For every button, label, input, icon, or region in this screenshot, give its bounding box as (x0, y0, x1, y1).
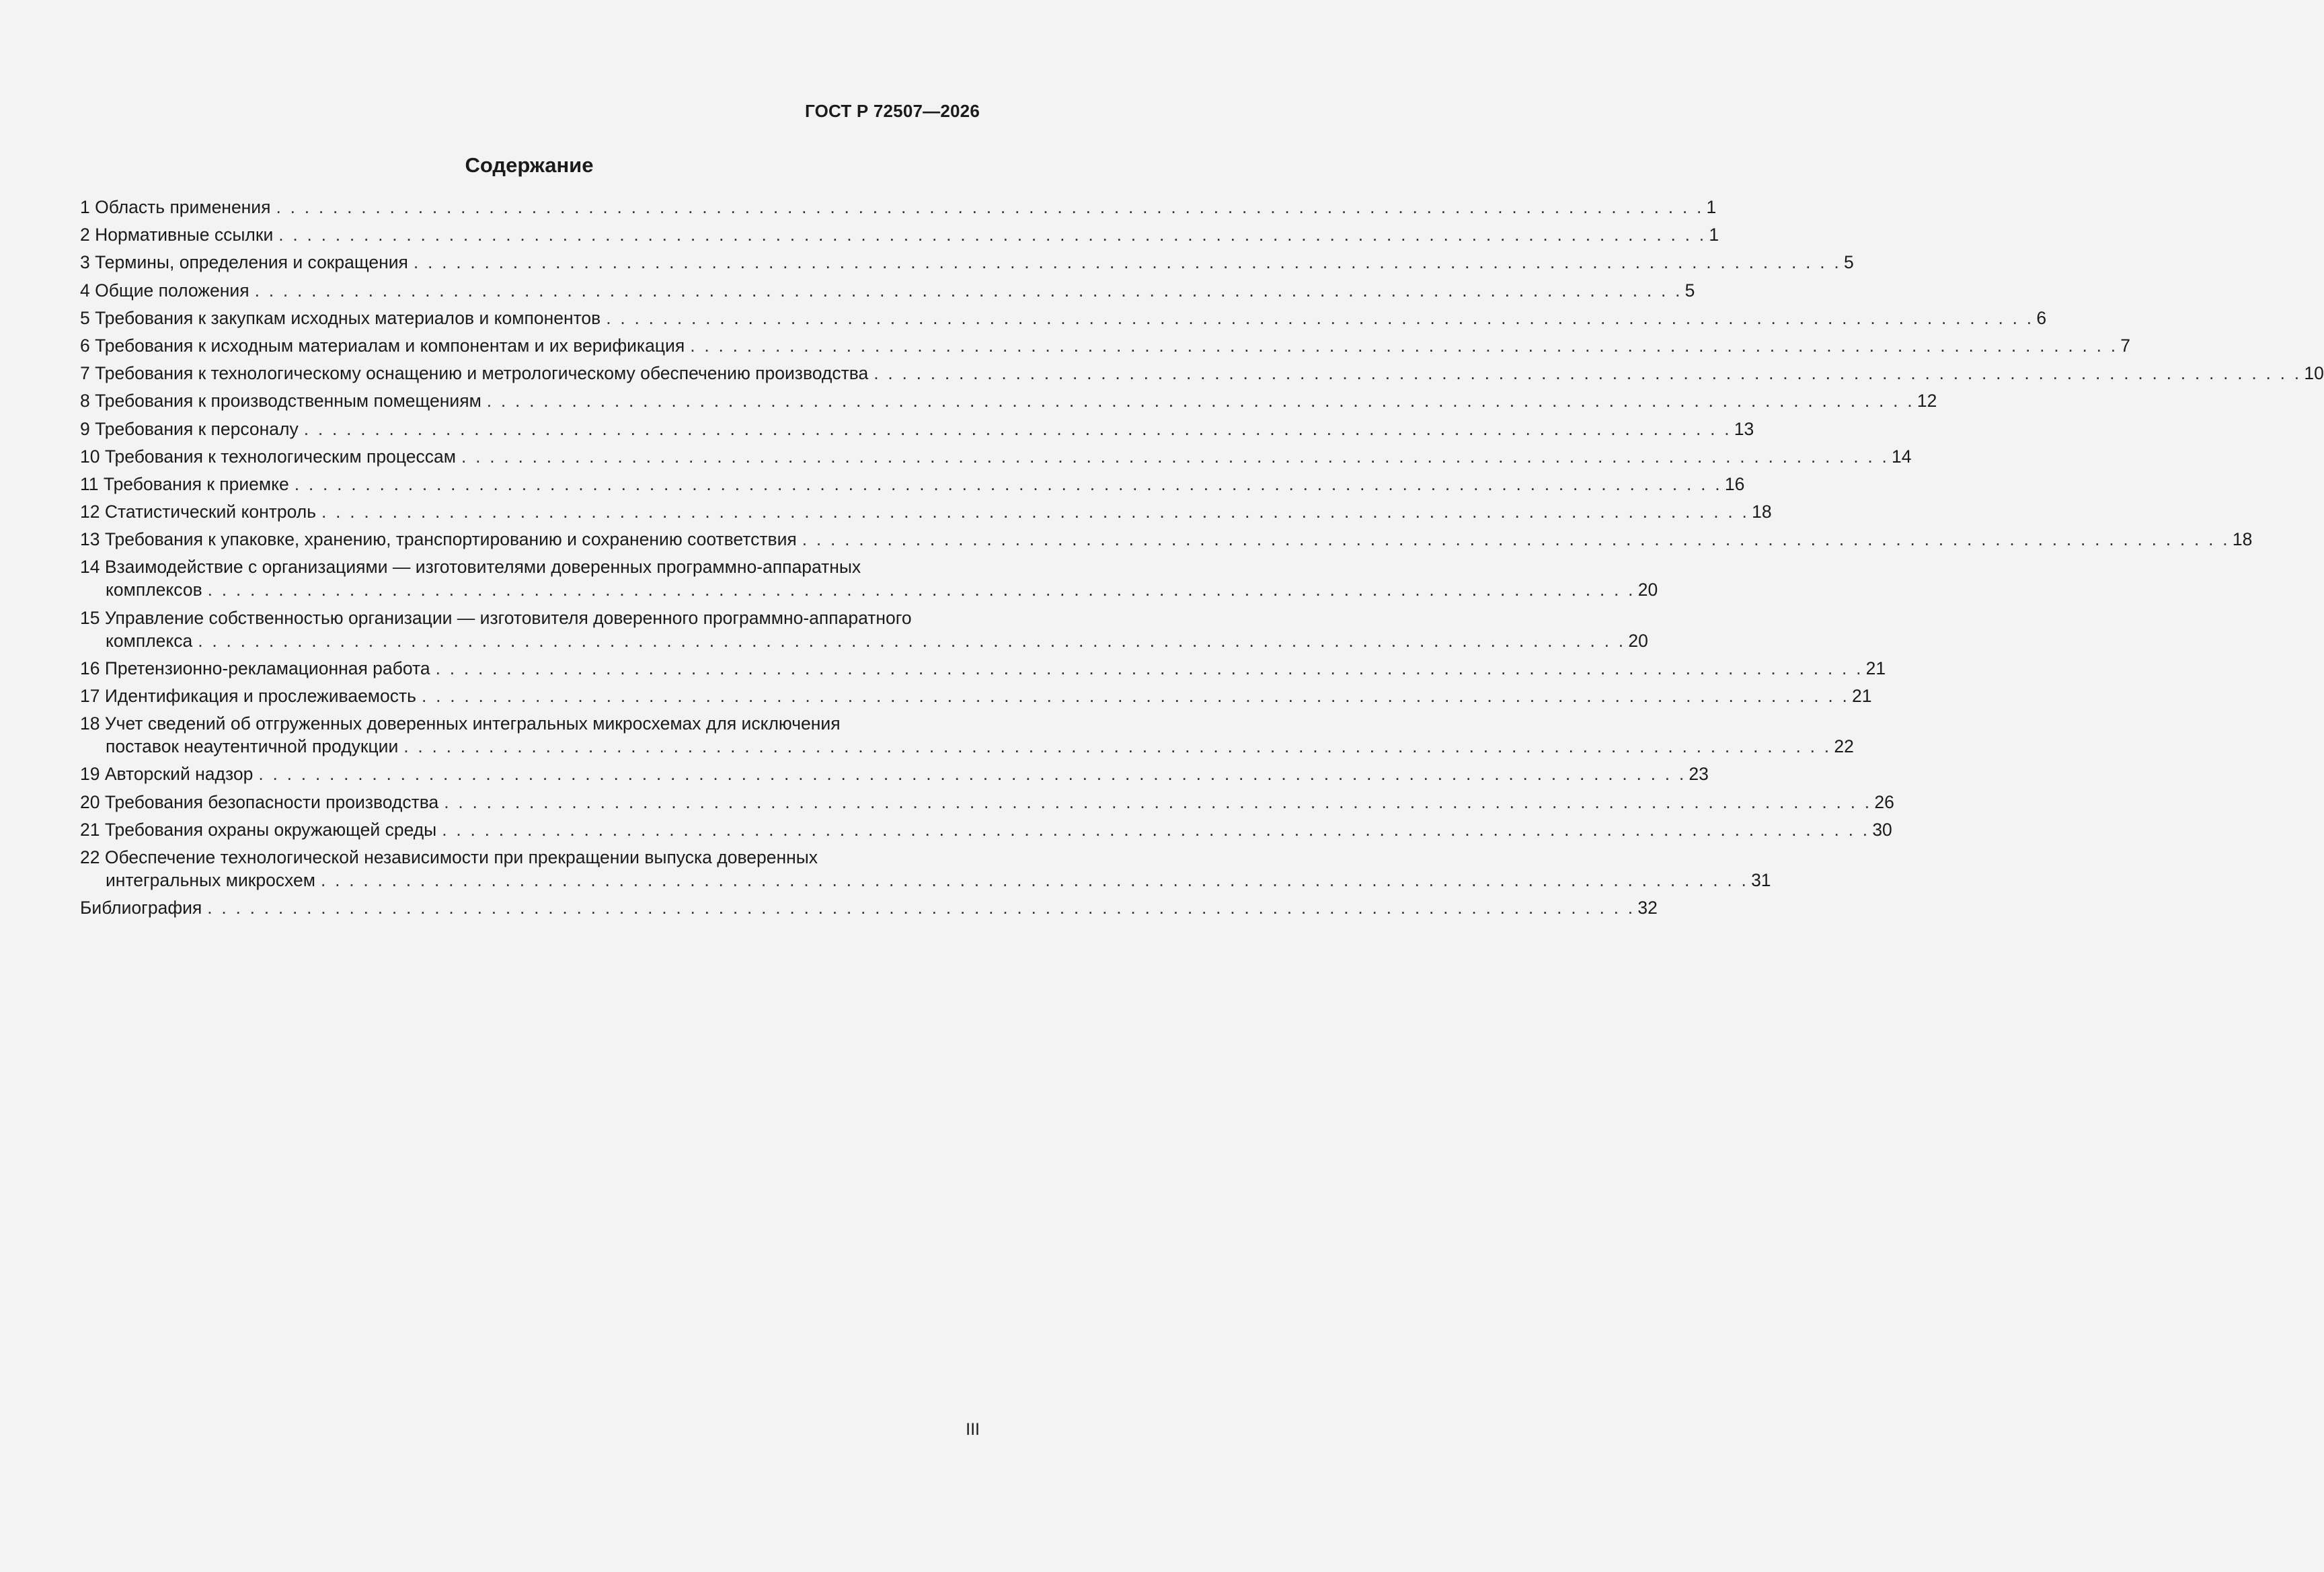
toc-entry-page: 18 (2232, 529, 2253, 550)
dot-leader: . . . . . . . . . . . . . . . . . . . . . . . . . . . . . . . . . . . . . . . . . . . . . . . . . . . . . . . . . . . . . . . . . . . . . . . . . . . . . . . . . . . . . . . . . . . . . . . . . . . . . (802, 529, 2230, 550)
toc-entry-page: 31 (1751, 869, 1771, 890)
toc-entry-title: 1 Область применения (80, 197, 271, 217)
toc-entry-title: 8 Требования к производственным помещениям (80, 391, 481, 411)
toc-entry[interactable] (80, 251, 1854, 274)
toc-entry[interactable] (80, 418, 1754, 440)
toc-entry[interactable] (80, 606, 1648, 652)
dot-leader: . . . . . . . . . . . . . . . . . . . . . . . . . . . . . . . . . . . . . . . . . . . . . . . . . . . . . . . . . . . . . . . . . . . . . . . . . . . . . . . . . . . . . . . . . . . . . . . . . . . . . (321, 502, 1750, 522)
toc-entry[interactable] (80, 279, 1695, 302)
toc-entry-page: 7 (2120, 335, 2131, 356)
dot-leader: . . . . . . . . . . . . . . . . . . . . . . . . . . . . . . . . . . . . . . . . . . . . . . . . . . . . . . . . . . . . . . . . . . . . . . . . . . . . . . . . . . . . . . . . . . . . . . . . . . . . . (276, 197, 1704, 217)
dot-leader: . . . . . . . . . . . . . . . . . . . . . . . . . . . . . . . . . . . . . . . . . . . . . . . . . . . . . . . . . . . . . . . . . . . . . . . . . . . . . . . . . . . . . . . . . . . . . . . . . . . . . (303, 418, 1732, 439)
dot-leader: . . . . . . . . . . . . . . . . . . . . . . . . . . . . . . . . . . . . . . . . . . . . . . . . . . . . . . . . . . . . . . . . . . . . . . . . . . . . . . . . . . . . . . . . . . . . . . . . . . . . . (486, 391, 1914, 411)
toc-entry[interactable] (80, 657, 1886, 680)
toc-entry-title: интегральных микросхем (106, 869, 315, 890)
toc-entry-title: 5 Требования к закупкам исходных материалов и компонентов (80, 307, 601, 328)
toc-entry-title: комплекса (106, 630, 193, 651)
page-number: III (966, 1420, 980, 1439)
toc-entry[interactable] (80, 791, 1894, 814)
dot-leader: . . . . . . . . . . . . . . . . . . . . . . . . . . . . . . . . . . . . . . . . . . . . . . . . . . . . . . . . . . . . . . . . . . . . . . . . . . . . . . . . . . . . . . . . . . . . . . . . . . . . . (207, 580, 1635, 600)
toc-entry-page: 21 (1852, 686, 1872, 706)
toc-entry[interactable] (80, 500, 1772, 523)
toc-entry-title: 12 Статистический контроль (80, 502, 317, 522)
toc-entry[interactable] (80, 818, 1892, 841)
toc-entry-page: 16 (1724, 473, 1745, 494)
toc-entry-title: комплексов (106, 580, 202, 600)
dot-leader: . . . . . . . . . . . . . . . . . . . . . . . . . . . . . . . . . . . . . . . . . . . . . . . . . . . . . . . . . . . . . . . . . . . . . . . . . . . . . . . . . . . . . . . . . . . . . . . . . . . . . (254, 280, 1682, 301)
dot-leader: . . . . . . . . . . . . . . . . . . . . . . . . . . . . . . . . . . . . . . . . . . . . . . . . . . . . . . . . . . . . . . . . . . . . . . . . . . . . . . . . . . . . . . . . . . . . . . . . . . . . . (320, 869, 1749, 890)
dot-leader: . . . . . . . . . . . . . . . . . . . . . . . . . . . . . . . . . . . . . . . . . . . . . . . . . . . . . . . . . . . . . . . . . . . . . . . . . . . . . . . . . . . . . . . . . . . . . . . . . . . . . (690, 335, 2118, 356)
toc-entry-title: 13 Требования к упаковке, хранению, транспортированию и сохранению соответствия (80, 529, 797, 550)
toc-entry[interactable] (80, 896, 1658, 919)
dot-leader: . . . . . . . . . . . . . . . . . . . . . . . . . . . . . . . . . . . . . . . . . . . . . . . . . . . . . . . . . . . . . . . . . . . . . . . . . . . . . . . . . . . . . . . . . . . . . . . . . . . . . (278, 225, 1707, 245)
toc-entry[interactable] (80, 684, 1872, 707)
dot-leader: . . . . . . . . . . . . . . . . . . . . . . . . . . . . . . . . . . . . . . . . . . . . . . . . . . . . . . . . . . . . . . . . . . . . . . . . . . . . . . . . . . . . . . . . . . . . . . . . . . . . . (421, 686, 1850, 706)
dot-leader: . . . . . . . . . . . . . . . . . . . . . . . . . . . . . . . . . . . . . . . . . . . . . . . . . . . . . . . . . . . . . . . . . . . . . . . . . . . . . . . . . . . . . . . . . . . . . . . . . . . . . (403, 736, 1832, 757)
toc-entry[interactable] (80, 846, 1771, 892)
dot-leader: . . . . . . . . . . . . . . . . . . . . . . . . . . . . . . . . . . . . . . . . . . . . . . . . . . . . . . . . . . . . . . . . . . . . . . . . . . . . . . . . . . . . . . . . . . . . . . . . . . . . . (198, 630, 1626, 651)
toc-entry-page: 23 (1689, 764, 1709, 785)
toc-entry-title: Библиография (80, 898, 202, 918)
toc-entry-page: 18 (1752, 502, 1772, 522)
toc-entry[interactable] (80, 762, 1709, 785)
toc-entry[interactable] (80, 389, 1937, 412)
toc-entry[interactable] (80, 334, 2131, 357)
toc-entry-page: 20 (1637, 580, 1658, 600)
toc-entry[interactable] (80, 555, 1658, 601)
toc-entry-title: 20 Требования безопасности производства (80, 791, 439, 812)
toc-entry-title: 11 Требования к приемке (80, 473, 289, 494)
toc-entry-page: 5 (1844, 252, 1854, 273)
toc-entry-page: 21 (1865, 658, 1886, 678)
toc-entry-page: 30 (1872, 819, 1892, 840)
dot-leader: . . . . . . . . . . . . . . . . . . . . . . . . . . . . . . . . . . . . . . . . . . . . . . . . . . . . . . . . . . . . . . . . . . . . . . . . . . . . . . . . . . . . . . . . . . . . . . . . . . . . . (444, 791, 1872, 812)
toc-title: Содержание (465, 153, 594, 177)
toc-entry-page: 14 (1892, 446, 1912, 467)
toc-entry-title: 18 Учет сведений об отгруженных доверенных интегральных микросхемах для исключения (80, 713, 841, 734)
toc-entry-title: 14 Взаимодействие с организациями — изготовителями доверенных программно-аппаратных (80, 557, 861, 578)
toc-entry-page: 1 (1709, 225, 1719, 245)
toc-entry-title: 22 Обеспечение технологической независимости при прекращении выпуска доверенных (80, 847, 818, 867)
toc-entry-title: 16 Претензионно-рекламационная работа (80, 658, 430, 678)
toc-entry-page: 26 (1874, 791, 1894, 812)
dot-leader: . . . . . . . . . . . . . . . . . . . . . . . . . . . . . . . . . . . . . . . . . . . . . . . . . . . . . . . . . . . . . . . . . . . . . . . . . . . . . . . . . . . . . . . . . . . . . . . . . . . . . (258, 764, 1687, 785)
table-of-contents (80, 196, 2324, 924)
toc-entry[interactable] (80, 528, 2253, 551)
toc-entry-title: поставок неаутентичной продукции (106, 736, 399, 757)
toc-entry[interactable] (80, 712, 1854, 758)
toc-entry-page: 13 (1734, 418, 1754, 439)
toc-entry-title: 17 Идентификация и прослеживаемость (80, 686, 416, 706)
dot-leader: . . . . . . . . . . . . . . . . . . . . . . . . . . . . . . . . . . . . . . . . . . . . . . . . . . . . . . . . . . . . . . . . . . . . . . . . . . . . . . . . . . . . . . . . . . . . . . . . . . . . . (606, 307, 2034, 328)
toc-entry-page: 20 (1628, 630, 1648, 651)
dot-leader: . . . . . . . . . . . . . . . . . . . . . . . . . . . . . . . . . . . . . . . . . . . . . . . . . . . . . . . . . . . . . . . . . . . . . . . . . . . . . . . . . . . . . . . . . . . . . . . . . . . . . (435, 658, 1863, 678)
toc-entry[interactable] (80, 307, 2047, 329)
toc-entry[interactable] (80, 473, 1745, 496)
toc-entry-title: 15 Управление собственностью организации — изготовителя доверенного программно-аппаратного (80, 607, 912, 628)
dot-leader: . . . . . . . . . . . . . . . . . . . . . . . . . . . . . . . . . . . . . . . . . . . . . . . . . . . . . . . . . . . . . . . . . . . . . . . . . . . . . . . . . . . . . . . . . . . . . . . . . . . . . (413, 252, 1841, 273)
toc-entry-title: 9 Требования к персоналу (80, 418, 299, 439)
toc-entry-title: 19 Авторский надзор (80, 764, 254, 785)
dot-leader: . . . . . . . . . . . . . . . . . . . . . . . . . . . . . . . . . . . . . . . . . . . . . . . . . . . . . . . . . . . . . . . . . . . . . . . . . . . . . . . . . . . . . . . . . . . . . . . . . . . . . (874, 363, 2302, 384)
toc-entry[interactable] (80, 362, 2324, 385)
toc-entry[interactable] (80, 445, 1912, 468)
toc-entry-title: 7 Требования к технологическому оснащению и метрологическому обеспечению производства (80, 363, 869, 384)
dot-leader: . . . . . . . . . . . . . . . . . . . . . . . . . . . . . . . . . . . . . . . . . . . . . . . . . . . . . . . . . . . . . . . . . . . . . . . . . . . . . . . . . . . . . . . . . . . . . . . . . . . . . (294, 473, 1722, 494)
toc-entry-title: 3 Термины, определения и сокращения (80, 252, 408, 273)
dot-leader: . . . . . . . . . . . . . . . . . . . . . . . . . . . . . . . . . . . . . . . . . . . . . . . . . . . . . . . . . . . . . . . . . . . . . . . . . . . . . . . . . . . . . . . . . . . . . . . . . . . . . (461, 446, 1890, 467)
toc-entry-page: 22 (1834, 736, 1854, 757)
toc-entry-title: 4 Общие положения (80, 280, 249, 301)
toc-entry-title: 6 Требования к исходным материалам и компонентам и их верификация (80, 335, 685, 356)
dot-leader: . . . . . . . . . . . . . . . . . . . . . . . . . . . . . . . . . . . . . . . . . . . . . . . . . . . . . . . . . . . . . . . . . . . . . . . . . . . . . . . . . . . . . . . . . . . . . . . . . . . . . (442, 819, 1870, 840)
dot-leader: . . . . . . . . . . . . . . . . . . . . . . . . . . . . . . . . . . . . . . . . . . . . . . . . . . . . . . . . . . . . . . . . . . . . . . . . . . . . . . . . . . . . . . . . . . . . . . . . . . . . . (207, 898, 1635, 918)
toc-entry-page: 6 (2036, 307, 2047, 328)
toc-entry-title: 21 Требования охраны окружающей среды (80, 819, 437, 840)
toc-entry-page: 1 (1706, 197, 1717, 217)
toc-entry[interactable] (80, 196, 1717, 219)
toc-entry-title: 2 Нормативные ссылки (80, 225, 274, 245)
toc-entry-title: 10 Требования к технологическим процессам (80, 446, 456, 467)
document-code: ГОСТ Р 72507—2026 (805, 101, 980, 121)
toc-entry-page: 12 (1916, 391, 1937, 411)
toc-entry[interactable] (80, 223, 1719, 246)
toc-entry-page: 10 (2304, 363, 2324, 384)
toc-entry-page: 5 (1684, 280, 1695, 301)
toc-entry-page: 32 (1637, 898, 1658, 918)
